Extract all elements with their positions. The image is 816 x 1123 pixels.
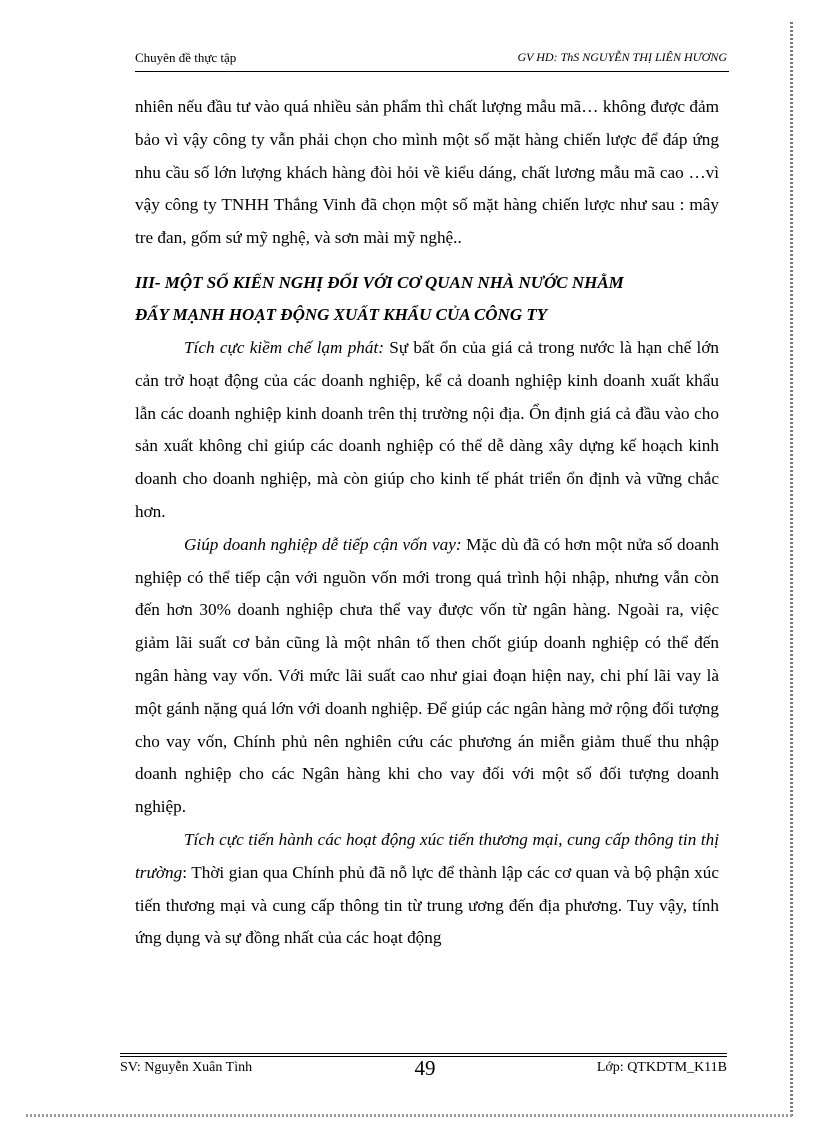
page-header <box>135 50 727 68</box>
paragraph-inflation <box>135 332 719 529</box>
page-shadow-right <box>790 22 793 1117</box>
header-advisor: GV HD: ThS NGUYỄN THỊ LIÊN HƯƠNG <box>517 50 727 64</box>
section-heading-line-2: ĐẨY MẠNH HOẠT ĐỘNG XUẤT KHẨU CỦA CÔNG TY <box>135 305 548 325</box>
document-body <box>135 91 719 955</box>
paragraph-text: Mặc dù đã có hơn một nửa số doanh nghiệp có thể tiếp cận với nguồn vốn mới trong quá trình hội nhập, nhưng vẫn còn đến hơn 30% doanh nghiệp chưa thể vay được vốn từ ngân hàng. Ngoài ra, việc giảm lãi suất cơ bản cũng là một nhân tố then chốt giúp doanh nghiệp có thể đến ngân hàng vay vốn. Với mức lãi suất cao như giai đoạn hiện nay, chi phí lãi vay là một gánh nặng quá lớn với doanh nghiệp. Để giúp các ngân hàng mở rộng đối tượng cho vay vốn, Chính phủ nên nghiên cứu các phương án miễn giảm thuế thu nhập doanh nghiệp cho các Ngân hàng khi cho vay đối với một số đối tượng doanh nghiệp. <box>135 534 720 817</box>
paragraph-lead: Tích cực tiến hành các hoạt động xúc tiến thương mại, cung cấp thông tin thị trường <box>135 829 719 882</box>
paragraph-continuation: nhiên nếu đầu tư vào quá nhiều sản phẩm thì chất lượng mẫu mã… không được đảm bảo vì vậy công ty vẫn phải chọn cho mình một số mặt hàng chiến lược để đáp ứng nhu cầu số lớn lượng khách hàng đòi hỏi về kiểu dáng, chất lương mẫu mã cao …vì vậy công ty TNHH Thắng Vinh đã chọn một số mặt hàng chiến lược như sau : mây tre đan, gốm sứ mỹ nghệ, và sơn mài mỹ nghệ.. <box>135 97 719 248</box>
page-number: 49 <box>414 1056 436 1080</box>
footer-divider-top <box>120 1053 727 1054</box>
paragraph-lead: Tích cực kiềm chế lạm phát: <box>184 337 384 357</box>
paragraph-capital <box>135 529 719 824</box>
page-footer <box>120 1058 727 1080</box>
footer-class: Lớp: QTKDTM_K11B <box>596 1060 727 1075</box>
paragraph-text: : Thời gian qua Chính phủ đã nỗ lực để thành lập các cơ quan và bộ phận xúc tiến thương mại và cung cấp thông tin từ trung ương đến địa phương. Tuy vậy, tính ứng dụng và sự đồng nhất của các hoạt động <box>135 862 719 948</box>
header-divider <box>135 71 729 72</box>
page-shadow-bottom <box>26 1114 793 1117</box>
footer-student: SV: Nguyễn Xuân Tình <box>120 1060 253 1075</box>
paragraph-trade-promotion <box>135 824 719 955</box>
section-heading-line-1: III- MỘT SỐ KIẾN NGHỊ ĐỐI VỚI CƠ QUAN NHÀ NƯỚC NHẰM <box>135 272 624 292</box>
paragraph-lead: Giúp doanh nghiệp dễ tiếp cận vốn vay: <box>184 534 462 554</box>
header-topic: Chuyên đề thực tập <box>135 50 237 65</box>
paragraph-text: Sự bất ổn của giá cả trong nước là hạn chế lớn cản trở hoạt động của các doanh nghiệp, kể cả doanh nghiệp kinh doanh xuất khẩu lẫn các doanh nghiệp kinh doanh trên thị trường nội địa. Ổn định giá cả đầu vào cho sản xuất không chỉ giúp các doanh nghiệp có thể dễ dàng xây dựng kế hoạch kinh doanh cho doanh nghiệp, mà còn giúp cho kinh tế phát triển ổn định và vững chắc hơn. <box>135 337 720 521</box>
